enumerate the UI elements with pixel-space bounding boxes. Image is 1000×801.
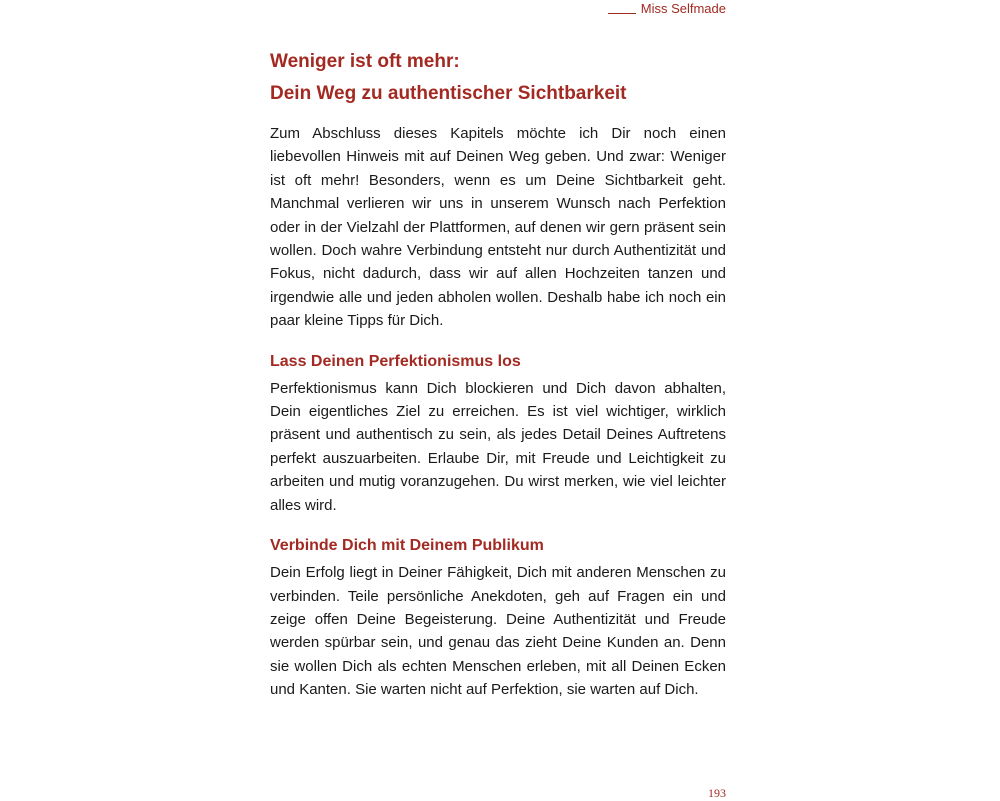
- chapter-title-line2: Dein Weg zu authentischer Sichtbarkeit: [270, 83, 627, 104]
- section-body-perfektionismus: Perfektionismus kann Dich blockieren und Dich davon abhalten, Dein eigentliches Ziel zu erreichen. Es ist viel wichtiger, wirklich präsent und authentisch zu sein, als jedes Detail Deines Auftretens perfekt auszuarbeiten. Erlaube Dir, mit Freude und Leichtigkeit zu arbeiten und mutig voranzugehen. Du wirst merken, wie viel leichter alles wird.: [270, 379, 726, 514]
- header-rule: [608, 13, 636, 14]
- section-body-publikum: Dein Erfolg liegt in Deiner Fähigkeit, Dich mit anderen Menschen zu verbinden. Teile persönliche Anekdoten, geh auf Fragen ein und zeige offen Deine Begeisterung. Deine Authentizität und Freude werden spürbar sein, und genau das zieht Deine Kunden an. Denn sie wollen Dich als echten Menschen erleben, mit all Deinen Ecken und Kanten. Sie warten nicht auf Perfektion, sie warten auf Dich.: [270, 564, 726, 699]
- section-heading-perfektionismus: Lass Deinen Perfektionismus los: [270, 352, 521, 370]
- running-title: Miss Selfmade: [640, 0, 726, 16]
- chapter-title: [270, 46, 726, 110]
- intro-paragraph: Zum Abschluss dieses Kapitels möchte ich Dir noch einen liebevollen Hinweis mit auf Deinen Weg geben. Und zwar: Weniger ist oft mehr! Besonders, wenn es um Deine Sichtbarkeit geht. Manchmal verlieren wir uns in unserem Wunsch nach Perfektion oder in der Vielzahl der Plattformen, auf denen wir gern präsent sein wollen. Doch wahre Verbindung entsteht nur durch Authentizität und Fokus, nicht dadurch, dass wir auf allen Hochzeiten tanzen und irgendwie alle und jeden abholen wollen. Deshalb habe ich noch ein paar kleine Tipps für Dich.: [270, 125, 726, 330]
- page-content: [270, 46, 726, 702]
- page-number: 193: [708, 786, 726, 800]
- chapter-title-line1: Weniger ist oft mehr:: [270, 51, 460, 72]
- running-header: [600, 0, 726, 16]
- section-heading-publikum: Verbinde Dich mit Deinem Publikum: [270, 537, 544, 555]
